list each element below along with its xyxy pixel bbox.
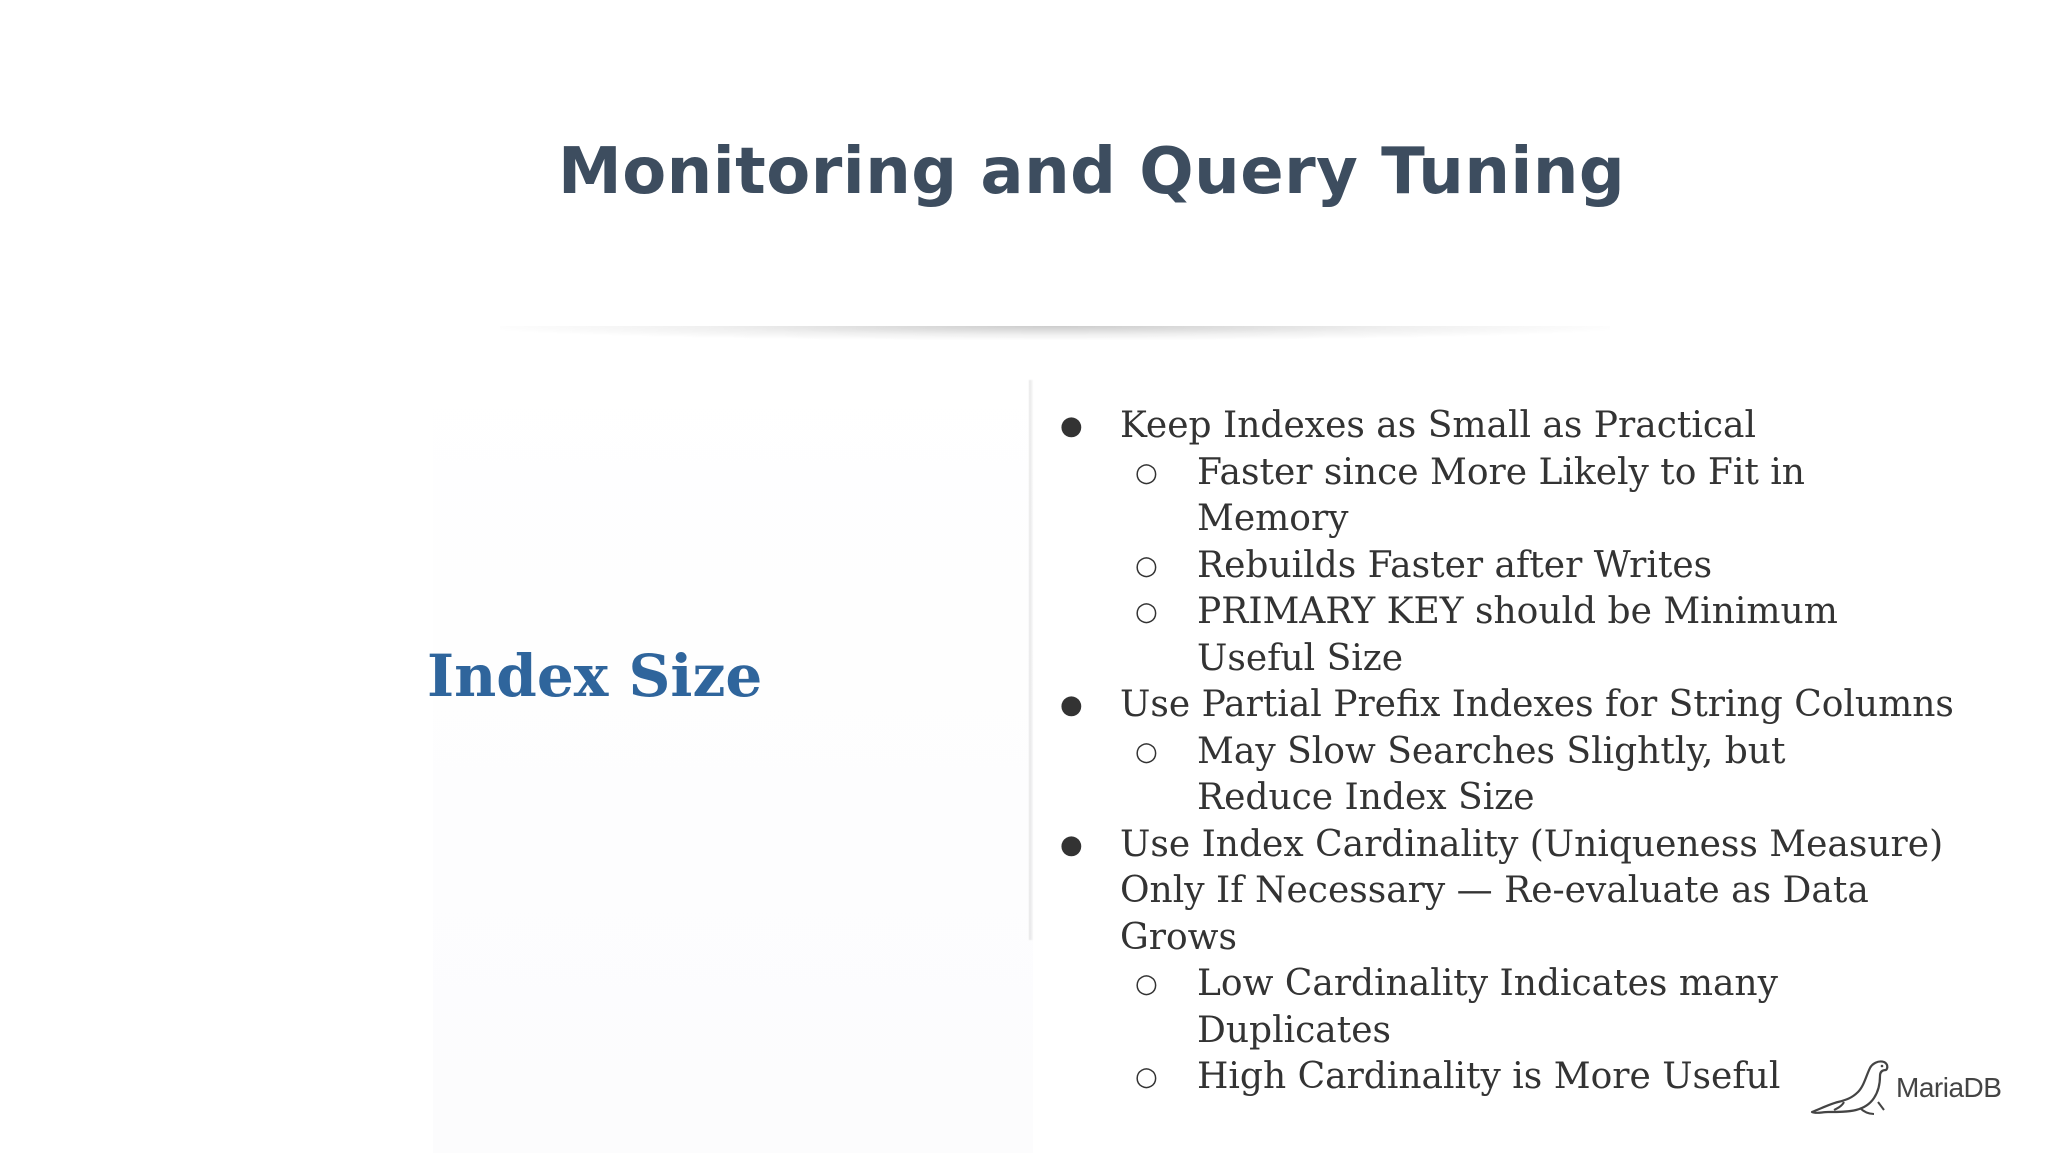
column-divider [1029,380,1033,940]
left-panel [433,345,1033,1153]
title-divider-shadow [500,326,1610,340]
sub-bullet-item: ○ Rebuilds Faster after Writes [1060,543,1960,590]
bullet-item: ● Use Partial Prefix Indexes for String Columns [1060,682,1960,729]
sea-lion-icon [1808,1058,1896,1118]
sub-bullet-item: ○ Faster since More Likely to Fit in Memory [1060,450,1960,543]
bullet-item: ● Keep Indexes as Small as Practical [1060,403,1960,450]
mariadb-logo [1808,1058,2008,1118]
section-title: Index Size [427,642,763,710]
bullet-list [1060,403,1960,1101]
logo-text: MariaDB [1896,1072,2002,1103]
slide-title: Monitoring and Query Tuning [558,135,1626,209]
sub-bullet-item: ○ PRIMARY KEY should be Minimum Useful Size [1060,589,1917,682]
sub-bullet-item: ○ High Cardinality is More Useful [1060,1054,1960,1101]
sub-bullet-item: ○ Low Cardinality Indicates many Duplicates [1060,961,1960,1054]
sub-bullet-item: ○ May Slow Searches Slightly, but Reduce Index Size [1060,729,1897,822]
bullet-item: ● Use Index Cardinality (Uniqueness Measure) Only If Necessary — Re-evaluate as Data Grows [1060,822,1950,962]
